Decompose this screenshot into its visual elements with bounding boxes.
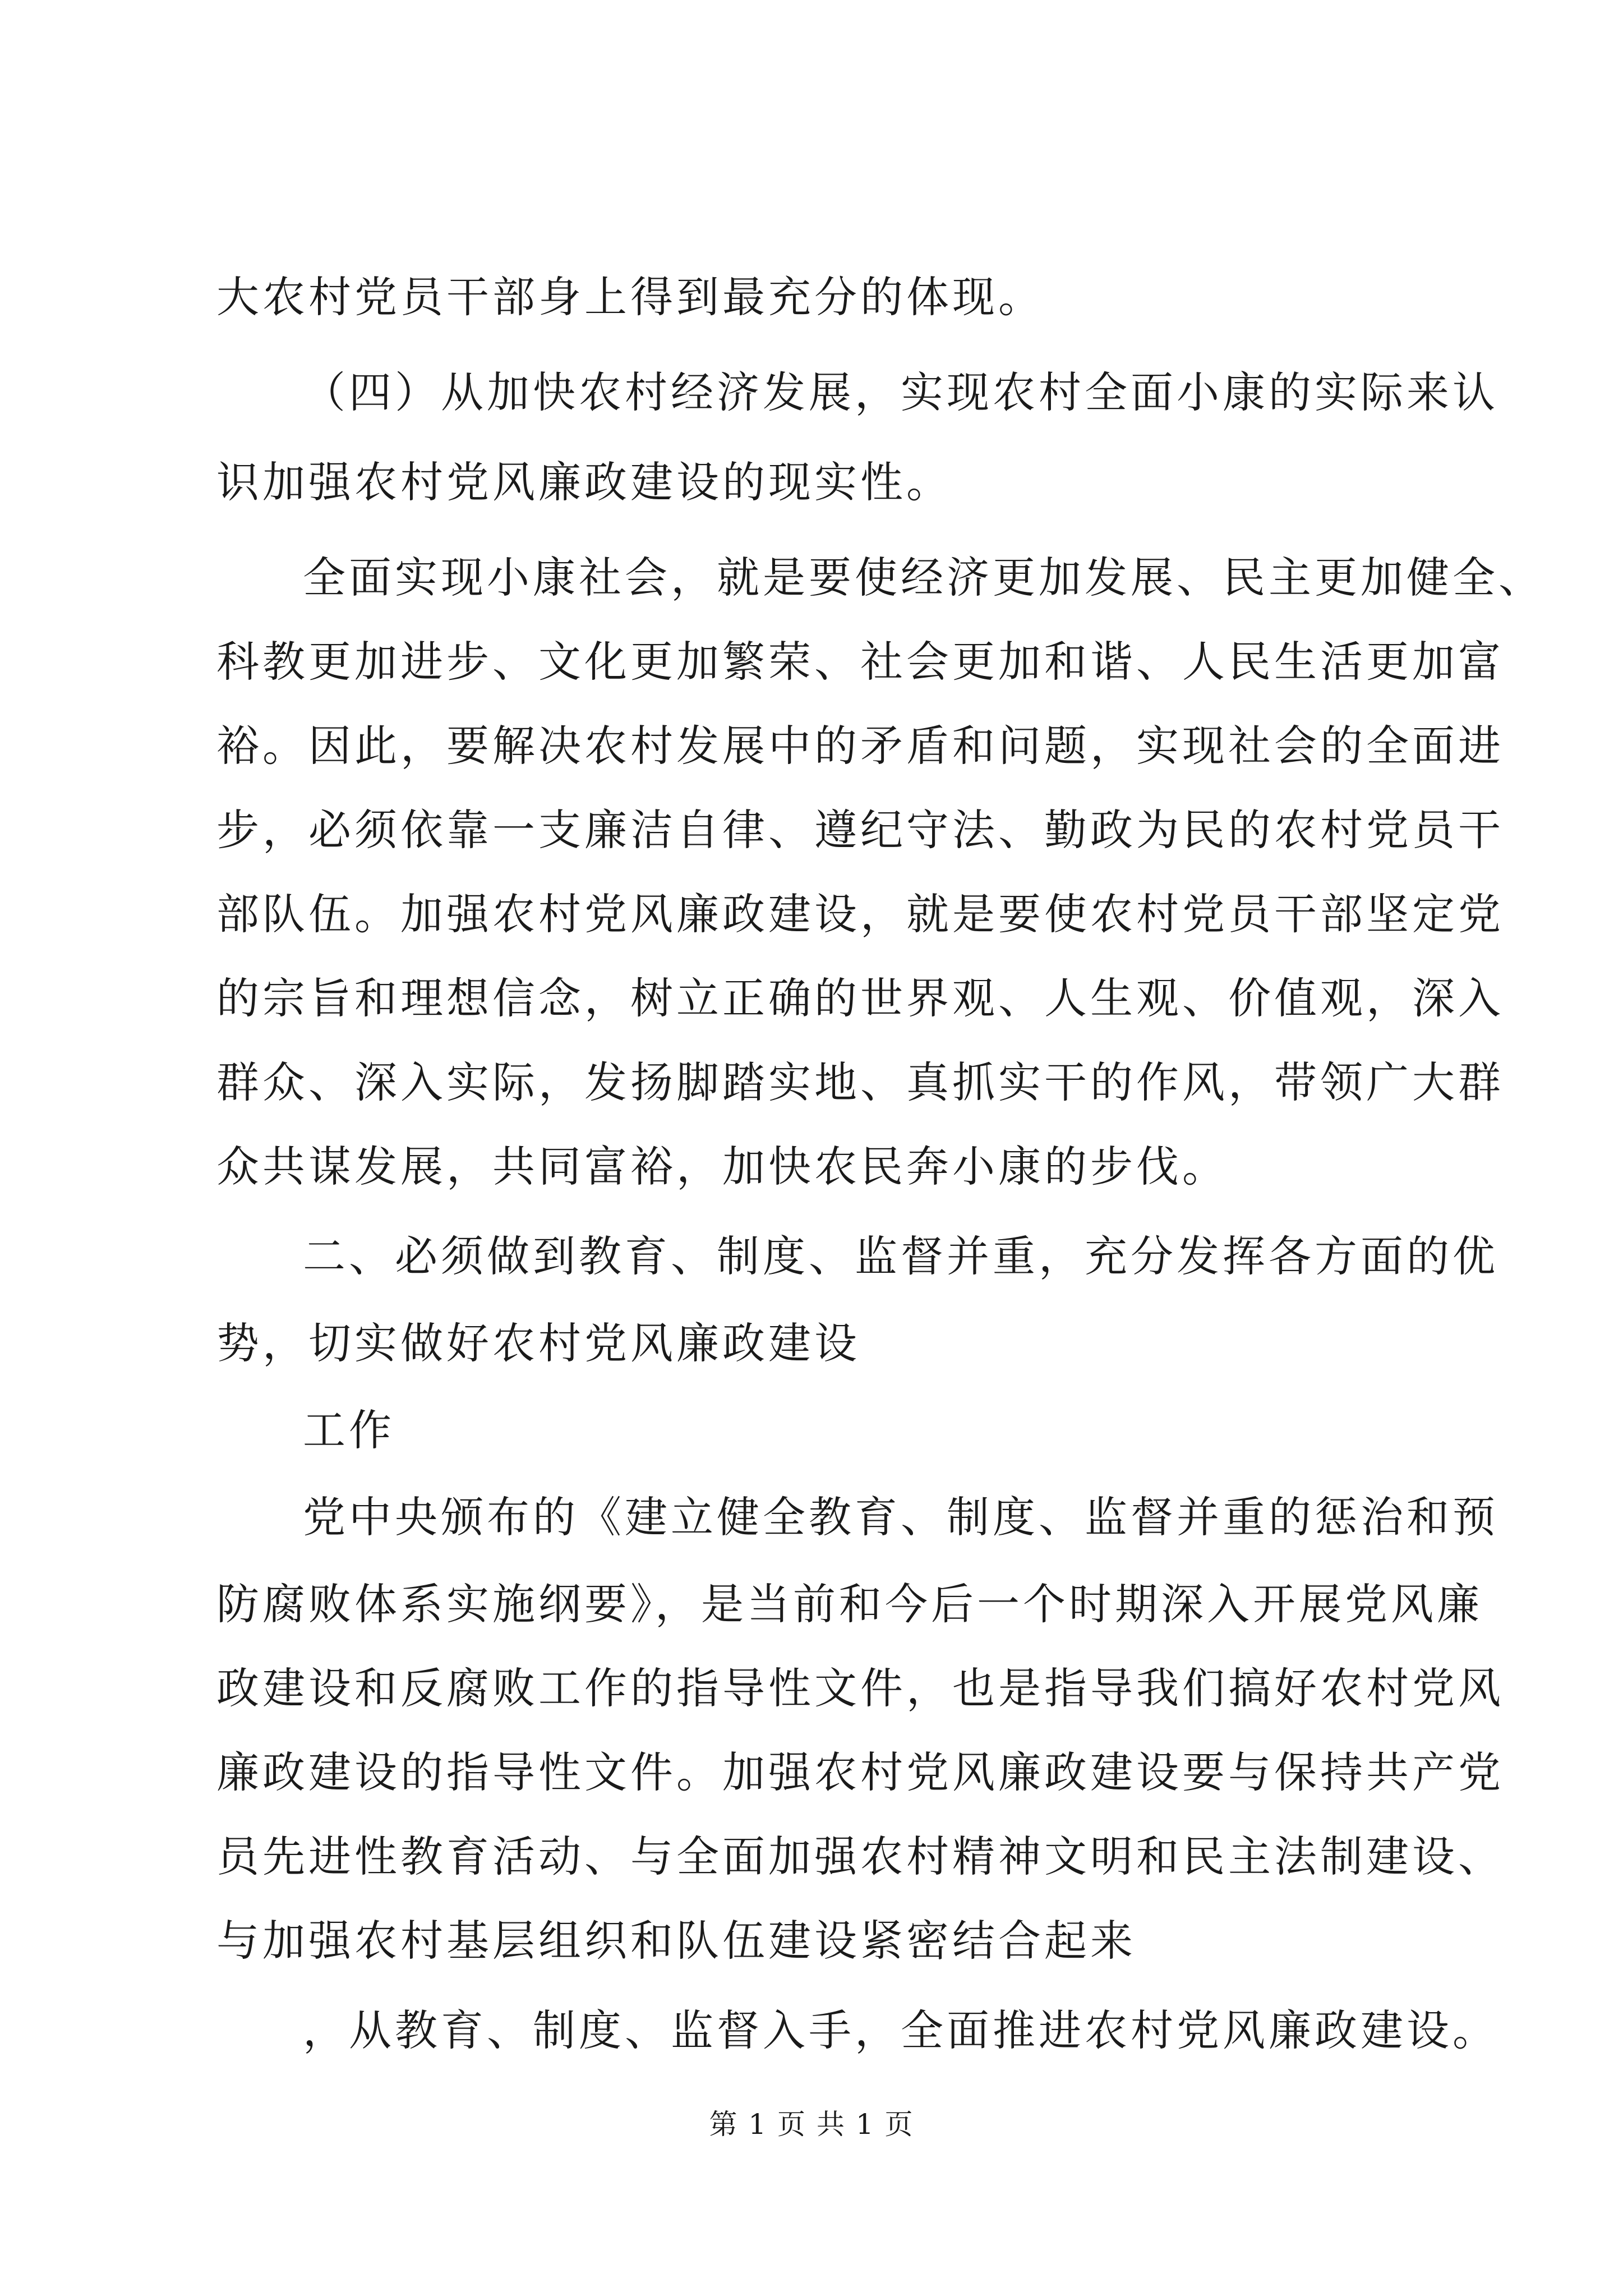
text-line: 大农村党员干部身上得到最充分的体现。	[216, 272, 1044, 322]
text-line: 势，切实做好农村党风廉政建设	[216, 1318, 860, 1368]
text-line: 工作	[303, 1405, 395, 1455]
text-line: 廉政建设的指导性文件。加强农村党风廉政建设要与保持共产党	[216, 1747, 1504, 1797]
text-line: 防腐败体系实施纲要》，是当前和今后一个时期深入开展党风廉	[216, 1579, 1483, 1629]
text-line: 群众、深入实际，发扬脚踏实地、真抓实干的作风，带领广大群	[216, 1057, 1504, 1107]
text-line: 识加强农村党风廉政建设的现实性。	[216, 457, 952, 507]
text-line: 全面实现小康社会，就是要使经济更加发展、民主更加健全、	[303, 553, 1544, 602]
page-number-footer: 第 1 页 共 1 页	[709, 2108, 914, 2141]
text-line: ，从教育、制度、监督入手，全面推进农村党风廉政建设。	[303, 2005, 1498, 2055]
text-line: 员先进性教育活动、与全面加强农村精神文明和民主法制建设、	[216, 1832, 1504, 1881]
text-line: 部队伍。加强农村党风廉政建设，就是要使农村党员干部坚定党	[216, 889, 1504, 939]
text-line: （四）从加快农村经济发展，实现农村全面小康的实际来认	[303, 367, 1498, 417]
text-line: 科教更加进步、文化更加繁荣、社会更加和谐、人民生活更加富	[216, 637, 1504, 687]
text-line: 党中央颁布的《建立健全教育、制度、监督并重的惩治和预	[303, 1492, 1498, 1542]
text-line: 的宗旨和理想信念，树立正确的世界观、人生观、价值观，深入	[216, 973, 1504, 1023]
text-line: 步，必须依靠一支廉洁自律、遵纪守法、勤政为民的农村党员干	[216, 805, 1504, 855]
text-line: 与加强农村基层组织和队伍建设紧密结合起来	[216, 1916, 1136, 1966]
text-line: 政建设和反腐败工作的指导性文件，也是指导我们搞好农村党风	[216, 1663, 1504, 1713]
text-line: 二、必须做到教育、制度、监督并重，充分发挥各方面的优	[303, 1231, 1498, 1281]
text-line: 众共谋发展，共同富裕，加快农民奔小康的步伐。	[216, 1142, 1228, 1191]
text-line: 裕。因此，要解决农村发展中的矛盾和问题，实现社会的全面进	[216, 721, 1504, 771]
